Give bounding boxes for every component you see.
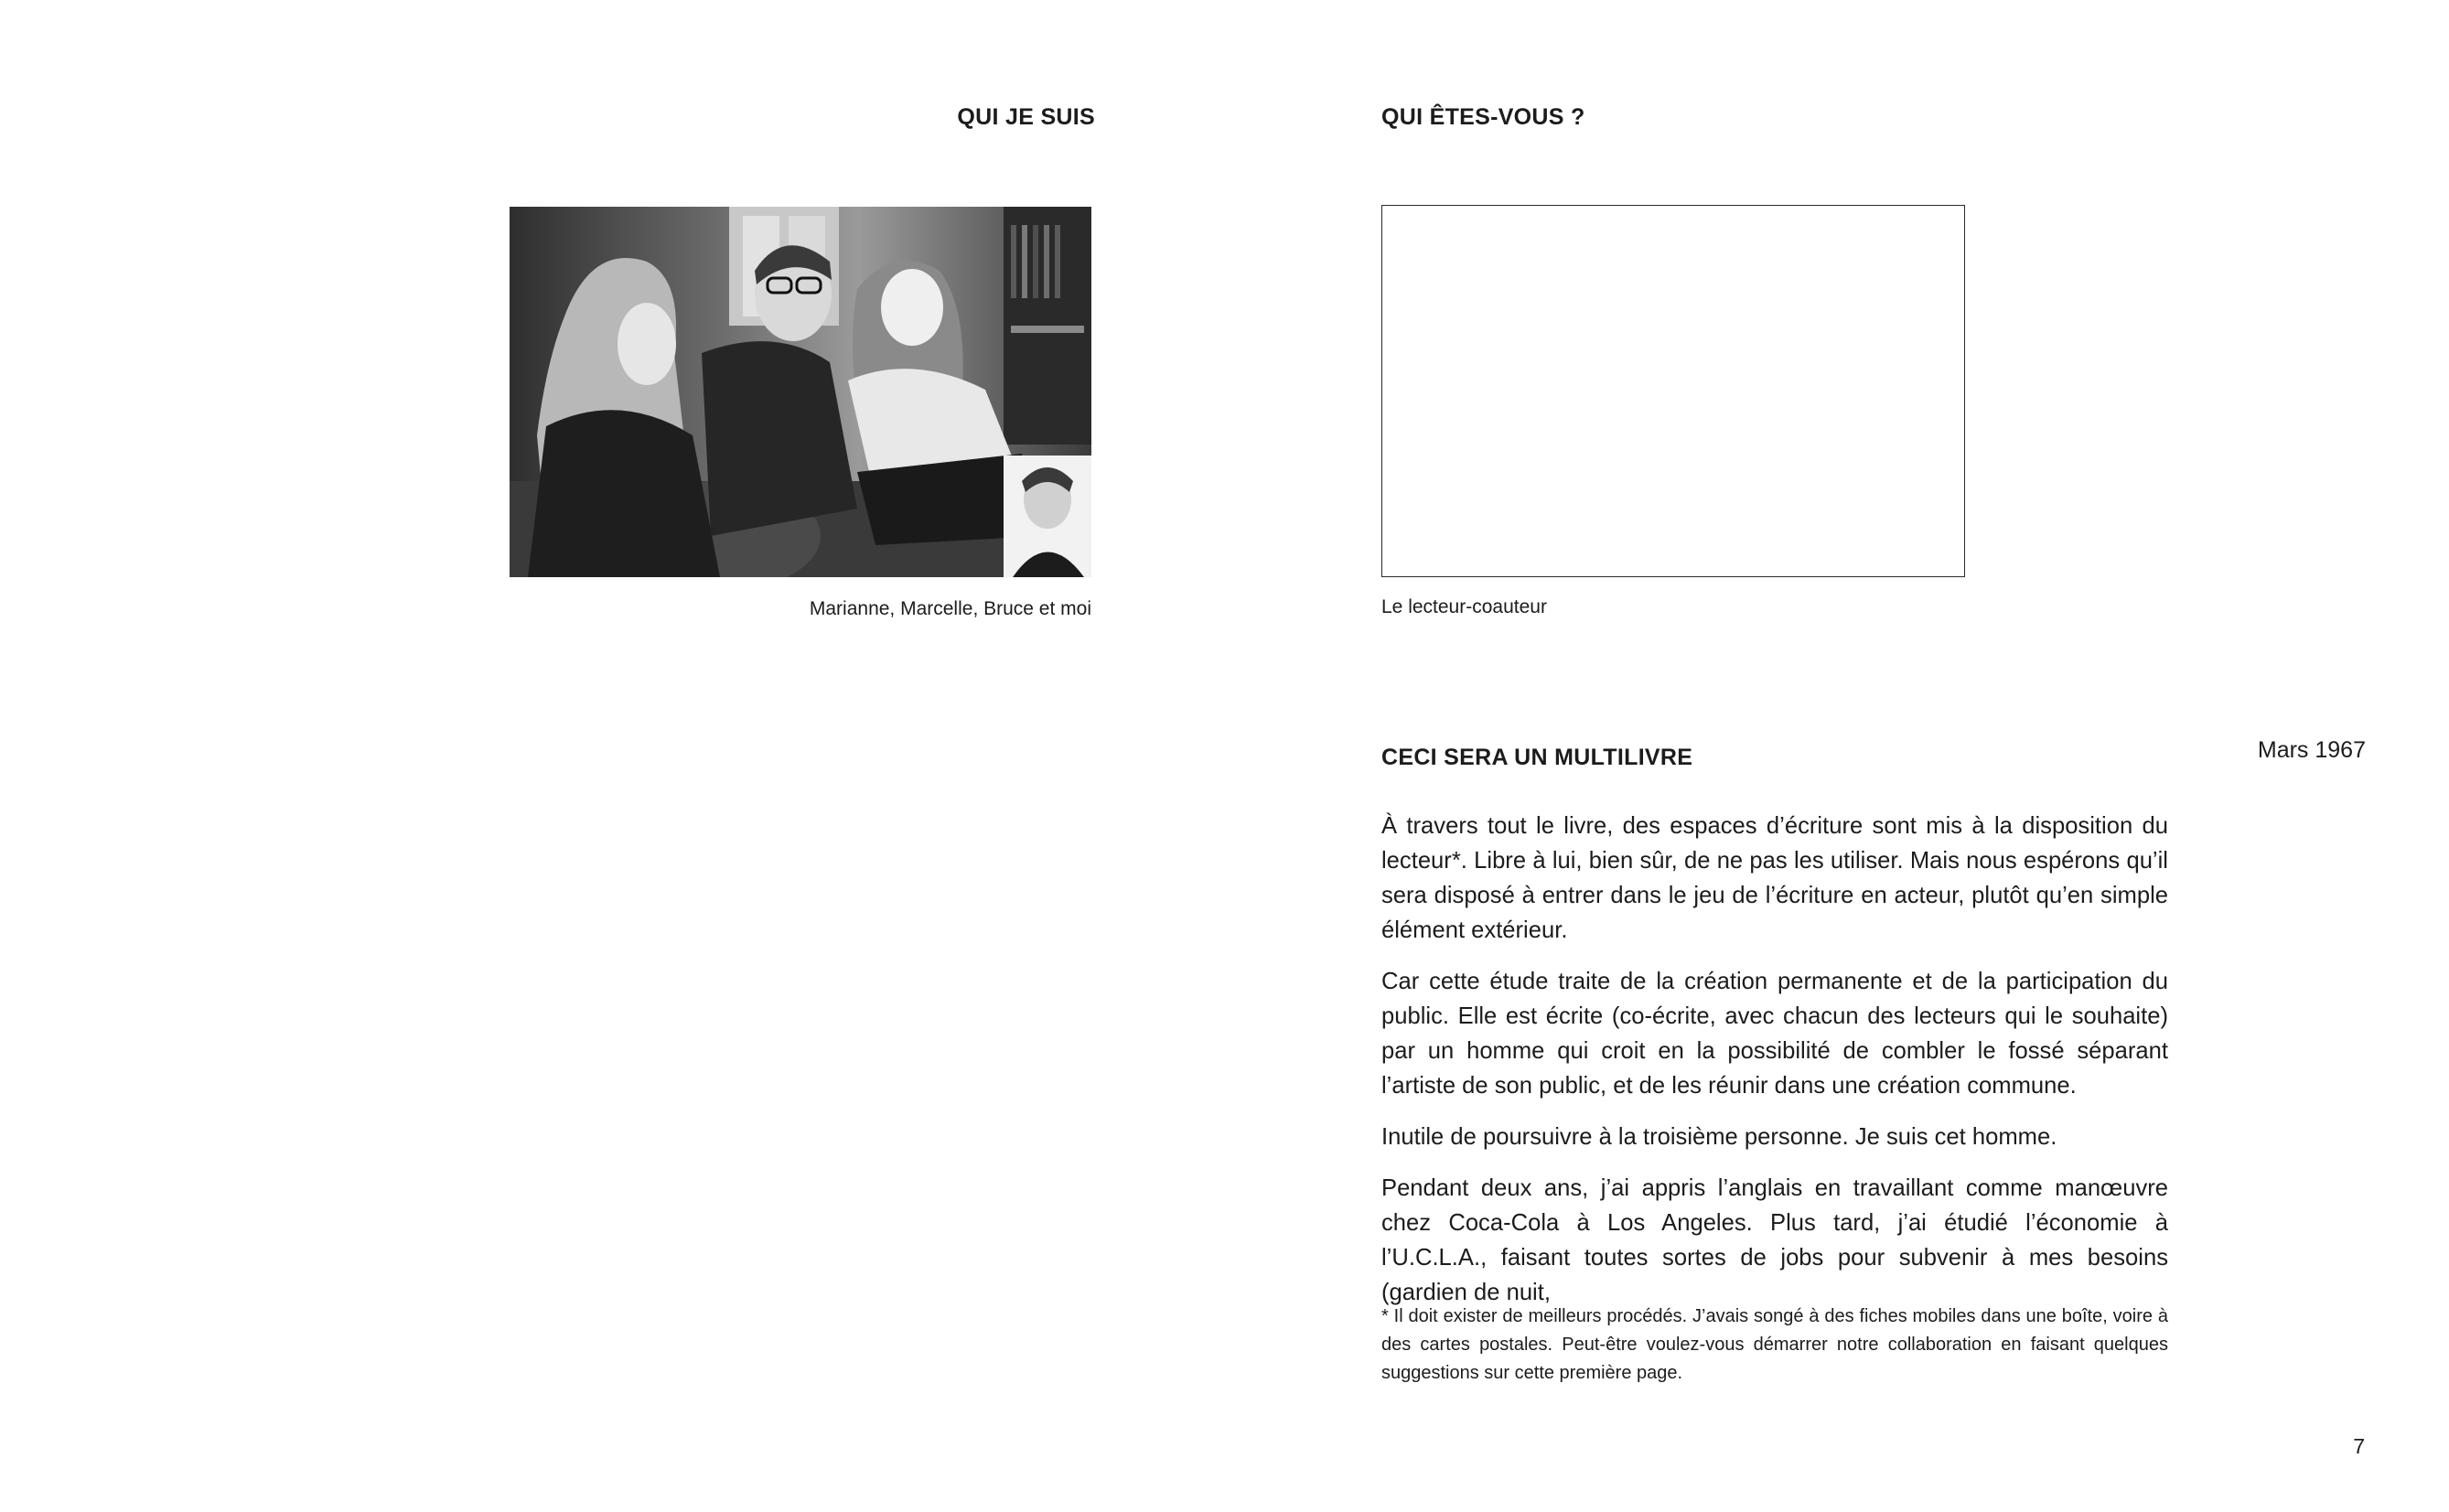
paragraph: Car cette étude traite de la création permanente et de la participation du public. Elle est écrite (co-écrite, avec chacun des lecteurs qui le souhaite) par un homme qui croit en la possibilité de combler le fossé séparant l’artiste de son public, et de les réunir dans une création commune. (1381, 969, 2168, 1099)
reader-box-caption: Le lecteur-coauteur (1381, 596, 1547, 617)
paragraph: À travers tout le livre, des espaces d’écriture sont mis à la disposition du lecteur*. Libre à lui, bien sûr, de ne pas les utiliser. Mais nous espérons qu’il sera disposé à entrer dans le jeu de l’écriture en acteur, plutôt qu’en simple élément extérieur. (1381, 813, 2168, 943)
page-number: 7 (2353, 1434, 2365, 1458)
paragraph: Inutile de poursuivre à la troisième personne. Je suis cet homme. (1381, 1124, 2057, 1150)
paragraph: Pendant deux ans, j’ai appris l’anglais en travaillant comme manœuvre chez Coca-Cola à Los Angeles. Plus tard, j’ai étudié l’économie à l’U.C.L.A., faisant toutes sortes de jobs pour subvenir à mes besoins (gardien de nuit, (1381, 1175, 2168, 1305)
section-heading: CECI SERA UN MULTILIVRE (1381, 745, 1693, 770)
photo-caption: Marianne, Marcelle, Bruce et moi (809, 598, 1091, 619)
right-page-heading: QUI ÊTES-VOUS ? (1381, 104, 1585, 130)
left-page-heading: QUI JE SUIS (957, 104, 1095, 130)
reader-photo-box (1381, 205, 1965, 577)
family-photo (510, 207, 1091, 577)
footnote: * Il doit exister de meilleurs procédés. J’avais songé à des fiches mobiles dans une boîte, voire à des cartes postales. Peut-être voulez-vous démarrer notre collaboration en faisant quelques suggestions sur cette première page. (1381, 1306, 2168, 1383)
date-label: Mars 1967 (2257, 737, 2366, 763)
body-text (1381, 809, 2168, 1326)
